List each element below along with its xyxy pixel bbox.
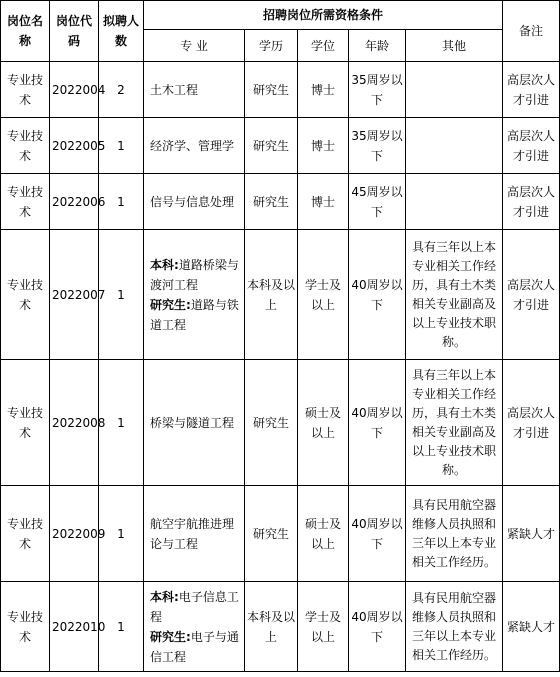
age-cell: 35周岁以下 [349, 118, 406, 174]
post-name-cell: 专业技术 [1, 230, 50, 360]
quota-cell: 1 [99, 486, 144, 582]
bachelor-major: 道路桥梁与渡河工程 [150, 257, 239, 292]
remark-cell: 高层次人才引进 [503, 118, 560, 174]
header-conditions: 招聘岗位所需资格条件 [144, 1, 503, 30]
header-degree: 学位 [298, 30, 349, 62]
post-name-cell: 专业技术 [1, 174, 50, 230]
other-cell: 具有三年以上本专业相关工作经历，具有土木类相关专业副高及以上专业技术职称。 [406, 230, 503, 360]
quota-cell: 1 [99, 360, 144, 486]
graduate-major: 道路与铁道工程 [150, 297, 239, 332]
education-cell: 本科及以上 [245, 582, 298, 672]
major-cell: 航空宇航推进理论与工程 [144, 486, 245, 582]
other-cell: 具有民用航空器维修人员执照和三年以上本专业相关工作经历。 [406, 486, 503, 582]
remark-cell: 高层次人才引进 [503, 360, 560, 486]
post-code-cell: 2022005 [50, 118, 99, 174]
post-code-cell: 2022008 [50, 360, 99, 486]
education-cell: 研究生 [245, 118, 298, 174]
header-remark: 备注 [503, 1, 560, 62]
table-row [1, 230, 560, 360]
header-quota: 拟聘人数 [99, 1, 144, 62]
education-cell: 研究生 [245, 174, 298, 230]
education-cell: 本科及以上 [245, 230, 298, 360]
post-code-cell: 2022007 [50, 230, 99, 360]
table-row [1, 582, 560, 672]
major-cell: 桥梁与隧道工程 [144, 360, 245, 486]
graduate-major: 电子与通信工程 [150, 629, 239, 664]
quota-cell: 1 [99, 230, 144, 360]
post-code-cell: 2022004 [50, 62, 99, 118]
other-cell [406, 118, 503, 174]
table-row [1, 118, 560, 174]
post-name-cell: 专业技术 [1, 360, 50, 486]
table-row [1, 62, 560, 118]
remark-cell: 高层次人才引进 [503, 230, 560, 360]
table-row [1, 486, 560, 582]
header-age: 年龄 [349, 30, 406, 62]
header-post-code: 岗位代码 [50, 1, 99, 62]
age-cell: 40周岁以下 [349, 582, 406, 672]
major-cell: 经济学、管理学 [144, 118, 245, 174]
degree-cell: 学士及以上 [298, 230, 349, 360]
major-cell: 信号与信息处理 [144, 174, 245, 230]
header-other: 其他 [406, 30, 503, 62]
bachelor-major: 电子信息工程 [150, 589, 239, 624]
other-cell [406, 62, 503, 118]
remark-cell: 紧缺人才 [503, 486, 560, 582]
other-cell: 具有民用航空器维修人员执照和三年以上本专业相关工作经历。 [406, 582, 503, 672]
remark-cell: 高层次人才引进 [503, 62, 560, 118]
age-cell: 40周岁以下 [349, 486, 406, 582]
bachelor-label: 本科: [150, 589, 179, 604]
post-name-cell: 专业技术 [1, 582, 50, 672]
remark-cell: 高层次人才引进 [503, 174, 560, 230]
age-cell: 40周岁以下 [349, 360, 406, 486]
education-cell: 研究生 [245, 486, 298, 582]
remark-cell: 紧缺人才 [503, 582, 560, 672]
other-cell [406, 174, 503, 230]
post-code-cell: 2022006 [50, 174, 99, 230]
major-cell: 土木工程 [144, 62, 245, 118]
quota-cell: 1 [99, 582, 144, 672]
other-cell: 具有三年以上本专业相关工作经历，具有土木类相关专业副高及以上专业技术职称。 [406, 360, 503, 486]
graduate-label: 研究生: [150, 629, 191, 644]
degree-cell: 硕士及以上 [298, 360, 349, 486]
quota-cell: 1 [99, 174, 144, 230]
post-name-cell: 专业技术 [1, 118, 50, 174]
header-major: 专 业 [144, 30, 245, 62]
table-row [1, 360, 560, 486]
education-cell: 研究生 [245, 360, 298, 486]
degree-cell: 硕士及以上 [298, 486, 349, 582]
age-cell: 40周岁以下 [349, 230, 406, 360]
post-name-cell: 专业技术 [1, 62, 50, 118]
header-education: 学历 [245, 30, 298, 62]
major-cell [144, 230, 245, 360]
bachelor-label: 本科: [150, 257, 179, 272]
degree-cell: 博士 [298, 118, 349, 174]
education-cell: 研究生 [245, 62, 298, 118]
post-code-cell: 2022009 [50, 486, 99, 582]
post-name-cell: 专业技术 [1, 486, 50, 582]
major-cell [144, 582, 245, 672]
quota-cell: 1 [99, 118, 144, 174]
degree-cell: 博士 [298, 174, 349, 230]
age-cell: 35周岁以下 [349, 62, 406, 118]
graduate-label: 研究生: [150, 297, 191, 312]
quota-cell: 2 [99, 62, 144, 118]
post-code-cell: 2022010 [50, 582, 99, 672]
degree-cell: 学士及以上 [298, 582, 349, 672]
header-post-name: 岗位名称 [1, 1, 50, 62]
age-cell: 45周岁以下 [349, 174, 406, 230]
header-row-1 [1, 1, 560, 30]
degree-cell: 博士 [298, 62, 349, 118]
table-row [1, 174, 560, 230]
